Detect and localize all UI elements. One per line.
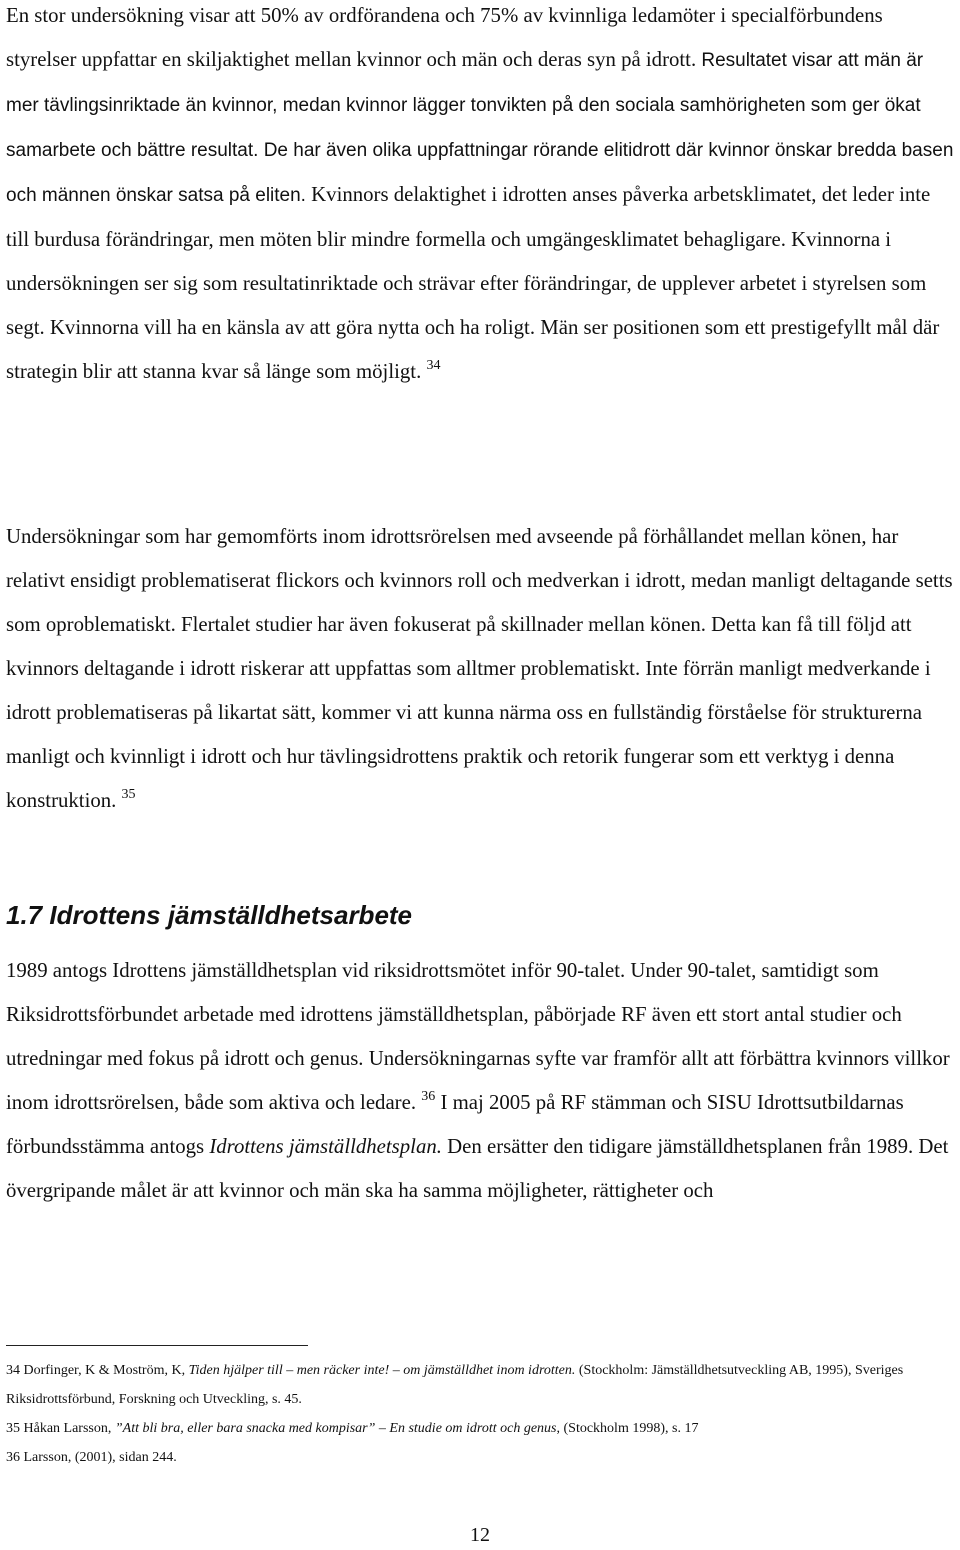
footnote-separator — [6, 1345, 308, 1346]
paragraph-1-part-a: En stor undersökning visar att 50% av ordförandena och 75% av kvinnliga ledamöter i specialförbundens styrelser uppfattar en skiljaktighet mellan kvinnor och män och deras syn på idrott. — [6, 4, 883, 71]
footnote-34-rest: (Stockholm: Jämställdhetsutveckling AB, 1995), Sveriges Riksidrottsförbund, Forskning och Utveckling, s. 45. — [6, 1363, 904, 1407]
footnote-ref-36: 36 — [421, 1089, 436, 1104]
paragraph-1-part-c: Kvinnors delaktighet i idrotten anses påverka arbetsklimatet, det leder inte till burdusa förändringar, men möten blir mindre formella och umgängesklimatet behagligare. Kvinnorna i undersökningen ser sig som resultatinriktade och strävar efter förändringar, de upplever arbetet i styrelsen som segt. Kvinnorna vill ha en känsla av att göra nytta och ha roligt. Män ser positionen som ett prestigefyllt mål där strategin blir att stanna kvar så länge som möjligt. — [6, 183, 940, 383]
section-heading: 1.7 Idrottens jämställdhetsarbete — [6, 900, 413, 930]
page-number: 12 — [470, 1524, 490, 1546]
footnote-35 — [6, 1414, 956, 1443]
paragraph-3-part-a: 1989 antogs Idrottens jämställdhetsplan vid riksidrottsmötet inför 90-talet. Under 90-talet, samtidigt som Riksidrottsförbundet arbetade med idrottens jämställdhetsplan, påbörjade RF även ett stort antal studier och utredningar med fokus på idrott och genus. Undersökningarnas syfte var framför allt att förbättra kvinnors villkor inom idrottsrörelsen, både som aktiva och ledare. — [6, 959, 950, 1114]
footnote-36: 36 Larsson, (2001), sidan 244. — [6, 1450, 177, 1465]
footnote-ref-34: 34 — [426, 358, 441, 373]
footnote-35-title: ”Att bli bra, eller bara snacka med kompisar” – En studie om idrott och genus — [114, 1421, 557, 1436]
plan-title-italic: Idrottens jämställdhetsplan. — [209, 1135, 442, 1158]
footnote-35-lead: 35 Håkan Larsson, — [6, 1421, 115, 1436]
footnotes — [6, 1356, 956, 1472]
paragraph-3-part-b: I maj 2005 på RF stämman och SISU Idrottsutbildarnas förbundsstämma antogs — [6, 1091, 904, 1158]
footnote-ref-35: 35 — [121, 787, 136, 802]
footnote-35-rest: , (Stockholm 1998), s. 17 — [556, 1421, 699, 1436]
body-paragraph-3 — [6, 949, 956, 1213]
footnote-34 — [6, 1356, 956, 1414]
body-paragraph-1 — [6, 0, 956, 394]
paragraph-2-text: Undersökningar som har gemomförts inom idrottsrörelsen med avseende på förhållandet mellan könen, har relativt ensidigt problematiserat flickors och kvinnors roll och medverkan i idrott, medan manligt deltagande setts som oproblematiskt. Flertalet studier har även fokuserat på skillnader mellan könen. Detta kan få till följd att kvinnors deltagande i idrott riskerar att uppfattas som alltmer problematiskt. Inte förrän manligt medverkande i idrott problematiseras på likartat sätt, kommer vi att kunna närma oss en fullständig förståelse för strukturerna manligt och kvinnligt i idrott och hur tävlingsidrottens praktik och retorik fungerar som ett verktyg i denna konstruktion. — [6, 525, 953, 812]
footnote-34-title: Tiden hjälper till – men räcker inte! – om jämställdhet inom idrotten. — [188, 1363, 576, 1378]
paragraph-1-part-b: Resultatet visar att män är mer tävlingsinriktade än kvinnor, medan kvinnor lägger tonvikten på den sociala samhörigheten som ger ökat samarbete och bättre resultat. De har även olika uppfattningar rörande elitidrott där kvinnor önskar bredda basen och männen önskar satsa på eliten. — [6, 50, 954, 206]
footnote-34-lead: 34 Dorfinger, K & Moström, K, — [6, 1363, 189, 1378]
body-paragraph-2 — [6, 515, 956, 823]
paragraph-3-part-c: Den ersätter den tidigare jämställdhetsplanen från 1989. Det övergripande målet är att kvinnor och män ska ha samma möjligheter, rättigheter och — [6, 1135, 949, 1202]
